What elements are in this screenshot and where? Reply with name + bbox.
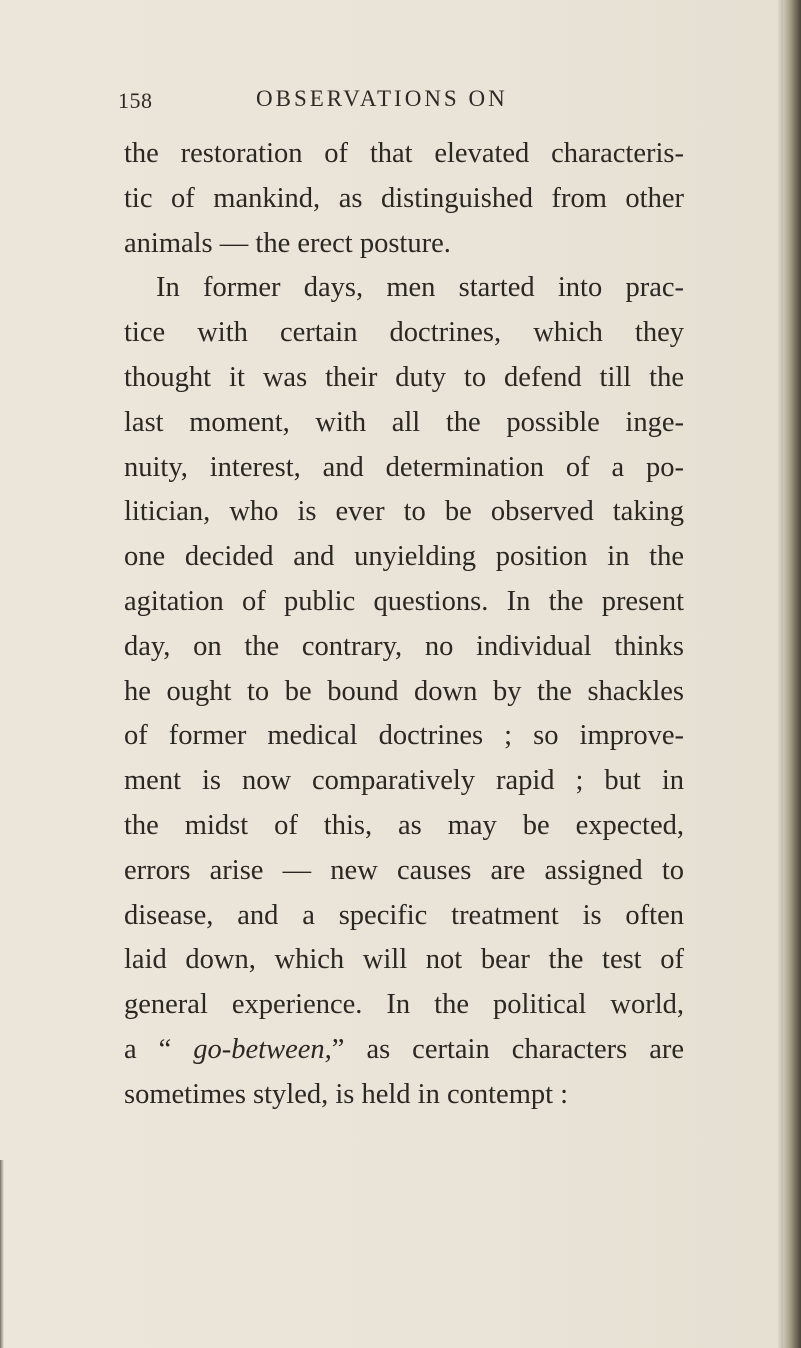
- text-line: he ought to be bound down by the shackles: [124, 675, 684, 707]
- text-line: nuity, interest, and determination of a po-: [124, 451, 684, 483]
- text-line: of former medical doctrines ; so improve-: [124, 720, 684, 752]
- text-line: one decided and unyielding position in the: [124, 541, 684, 573]
- running-head: OBSERVATIONS ON: [256, 86, 508, 111]
- text-line: general experience. In the political world,: [124, 989, 684, 1021]
- text-line: agitation of public questions. In the present: [124, 585, 684, 617]
- italic-phrase: go-between,: [193, 1033, 332, 1065]
- text-line: ment is now comparatively rapid ; but in: [124, 765, 684, 797]
- text-line: the midst of this, as may be expected,: [124, 809, 684, 841]
- text-line: the restoration of that elevated characteris-: [124, 138, 684, 169]
- text-line: tice with certain doctrines, which they: [124, 317, 684, 349]
- text-line: disease, and a specific treatment is often: [124, 899, 684, 931]
- body-text: [124, 132, 684, 1118]
- page-edge-left: [0, 1160, 4, 1348]
- page-number: 158: [118, 88, 153, 113]
- text-segment: ” as certain characters are: [331, 1033, 684, 1065]
- page-header: [118, 84, 548, 124]
- text-line: laid down, which will not bear the test of: [124, 944, 684, 976]
- text-segment: a “: [124, 1033, 194, 1065]
- text-line: sometimes styled, is held in contempt :: [124, 1078, 569, 1110]
- text-line: In former days, men started into prac-: [156, 272, 684, 304]
- text-line: last moment, with all the possible inge-: [124, 406, 684, 438]
- text-line: errors arise — new causes are assigned to: [124, 854, 684, 886]
- text-line: thought it was their duty to defend till the: [124, 361, 684, 393]
- text-line: animals — the erect posture.: [124, 227, 451, 259]
- text-line: tic of mankind, as distinguished from other: [124, 182, 684, 214]
- text-line: litician, who is ever to be observed taking: [124, 496, 684, 528]
- text-line: day, on the contrary, no individual thinks: [124, 630, 684, 662]
- page-edge: [783, 0, 801, 1348]
- text-line-with-italic: [124, 1028, 684, 1073]
